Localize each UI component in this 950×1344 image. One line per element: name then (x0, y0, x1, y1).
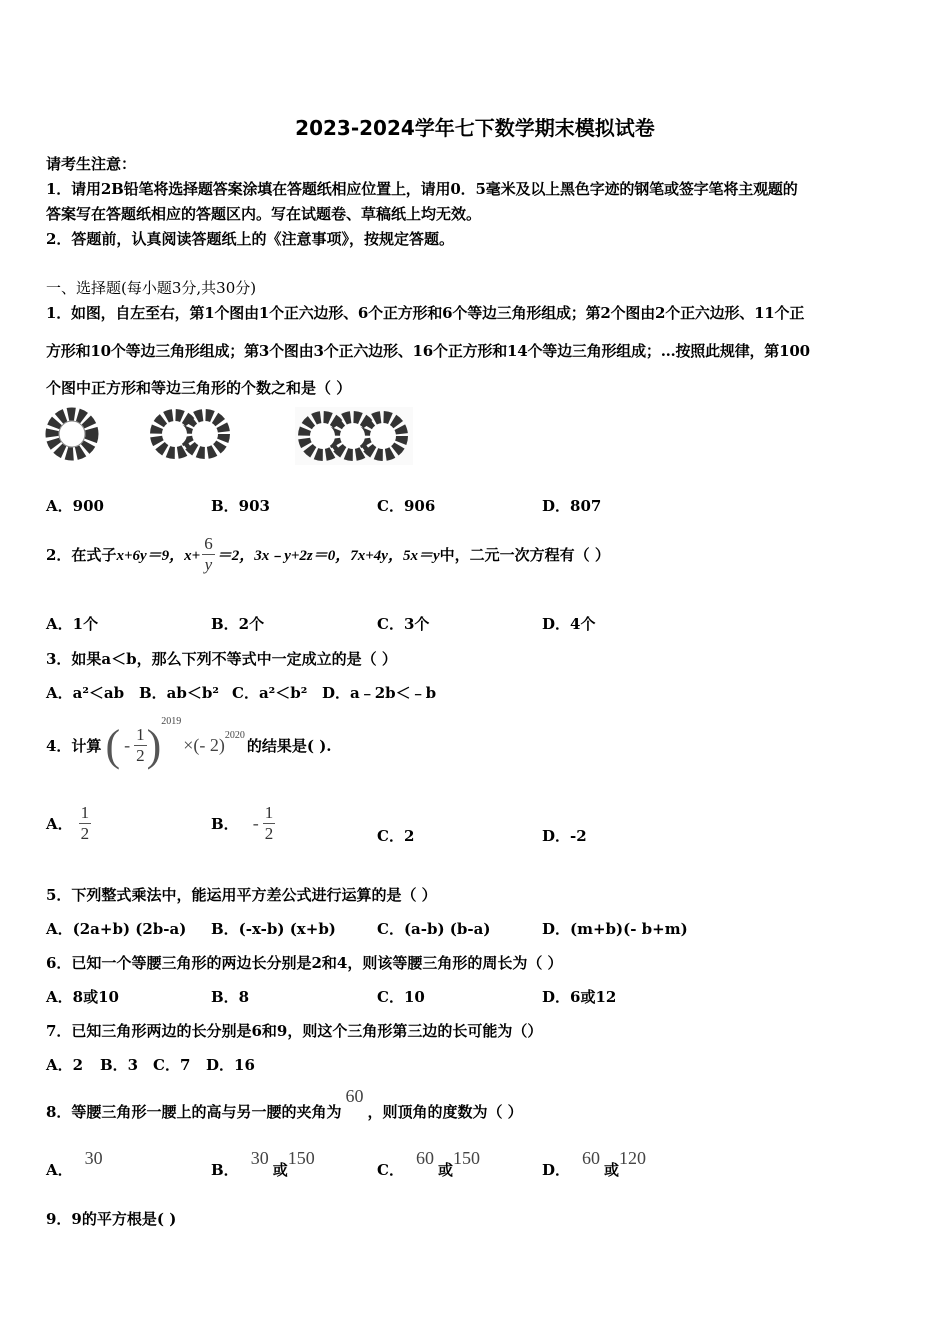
q1-option-a[interactable]: A．900 (46, 497, 104, 515)
q8-stem-post: ，则顶角的度数为（ ） (367, 1103, 523, 1121)
section-heading: 一、选择题(每小题3分,共30分) (46, 279, 257, 297)
q8-option-a-label: A． (46, 1161, 73, 1179)
q5-option-a[interactable]: A．(2a+b) (2b-a) (46, 920, 187, 938)
q4-times-term: ×(- 2) (183, 734, 225, 755)
q5-option-c[interactable]: C．(a-b) (b-a) (377, 920, 491, 938)
q2-fraction-denominator: y (204, 554, 213, 574)
q4-exponent-1: 2019 (161, 716, 182, 727)
q1-stem-line-1: 1．如图，自左至右，第1个图由1个正六边形、6个正方形和6个等边三角形组成；第2个图由2个正六边形、11个正 (46, 304, 805, 322)
q8-stem-pre: 8．等腰三角形一腰上的高与另一腰的夹角为 (46, 1103, 342, 1121)
q1-option-c[interactable]: C．906 (377, 497, 436, 515)
q4-option-a[interactable] (46, 801, 91, 845)
q1-stem-line-3: 个图中正方形和等边三角形的个数之和是（ ） (46, 379, 352, 397)
q4-fraction-numerator: 1 (136, 724, 145, 744)
q1-option-d[interactable]: D．807 (542, 497, 602, 515)
page-title: 2023-2024学年七下数学期末模拟试卷 (295, 116, 655, 140)
notice-item-2: 2．答题前，认真阅读答题纸上的《注意事项》，按规定答题。 (46, 230, 454, 248)
q8-option-b-label: B． (211, 1161, 239, 1179)
q2-suffix: 中，二元一次方程有（ ） (439, 545, 610, 564)
q8-option-c-value-1: 60 (415, 1148, 434, 1168)
q5-option-b[interactable]: B．(-x-b) (x+b) (211, 920, 336, 938)
q2-prefix: 2．在式子 (46, 545, 117, 564)
q8-option-d[interactable] (542, 1148, 646, 1180)
q4-option-b-numerator: 1 (264, 802, 274, 822)
q4-suffix: 的结果是( ). (246, 736, 332, 755)
q4-stem (46, 716, 332, 774)
q8-option-c[interactable] (377, 1148, 480, 1180)
notice-heading: 请考生注意： (46, 155, 137, 173)
q4-option-b[interactable] (211, 801, 275, 845)
left-paren-icon: ( (105, 720, 121, 770)
q4-option-b-label: B． (211, 814, 239, 833)
pattern-figure-1 (52, 414, 92, 454)
q8-angle: 60 (345, 1086, 364, 1106)
q4-exponent-2: 2020 (224, 730, 245, 741)
q7-option-d[interactable]: D．16 (206, 1056, 255, 1074)
q4-option-b-minus: - (252, 812, 259, 833)
q7-stem: 7．已知三角形两边的长分别是6和9，则这个三角形第三边的长可能为（） (46, 1022, 543, 1040)
q1-stem-line-2: 方形和10个等边三角形组成；第3个图由3个正六边形、16个正方形和14个等边三角形组成；…按照此规律，第100 (46, 342, 810, 360)
q7-option-a[interactable]: A．2 (46, 1056, 84, 1074)
q8-option-c-label: C． (377, 1161, 404, 1179)
pattern-figure-2 (156, 415, 224, 453)
q3-option-b[interactable]: B．ab＜b² (139, 684, 219, 702)
q2-option-c[interactable]: C．3个 (377, 615, 430, 633)
q4-fraction (134, 725, 147, 766)
q4-option-b-denominator: 2 (264, 823, 274, 843)
q4-prefix: 4．计算 (46, 736, 102, 755)
q8-option-d-value-1: 60 (582, 1148, 601, 1168)
notice-item-1-line-1: 1．请用2B铅笔将选择题答案涂填在答题纸相应位置上，请用0．5毫米及以上黑色字迹的钢笔或签字笔将主观题的 (46, 180, 798, 198)
q3-option-d[interactable]: D．a﹣2b＜﹣b (322, 684, 437, 702)
q3-option-a[interactable]: A．a²＜ab (46, 684, 125, 702)
q4-option-a-label: A． (46, 814, 73, 833)
right-paren-icon: ) (146, 720, 162, 770)
q4-option-d[interactable]: D．-2 (542, 827, 587, 845)
q8-option-d-value-2: 120 (619, 1148, 647, 1168)
q8-option-b[interactable] (211, 1148, 315, 1180)
q4-minus: - (124, 734, 131, 755)
q6-option-b[interactable]: B．8 (211, 988, 250, 1006)
q7-option-c[interactable]: C．7 (153, 1056, 191, 1074)
q8-option-a[interactable] (46, 1148, 103, 1180)
q2-option-d[interactable]: D．4个 (542, 615, 596, 633)
q2-fraction (202, 534, 215, 575)
q1-pattern-figure (45, 407, 415, 467)
pattern-figure-3 (295, 407, 413, 465)
q4-option-b-fraction (263, 803, 276, 844)
q3-option-c[interactable]: C．a²＜b² (232, 684, 308, 702)
q8-option-b-value-2: 150 (287, 1148, 315, 1168)
q7-option-b[interactable]: B．3 (100, 1056, 139, 1074)
q8-option-d-or: 或 (604, 1161, 620, 1179)
q4-option-c[interactable]: C．2 (377, 827, 415, 845)
q6-option-a[interactable]: A．8或10 (46, 988, 119, 1006)
q8-option-b-value-1: 30 (250, 1148, 269, 1168)
q8-option-a-value: 30 (84, 1148, 103, 1168)
q5-stem: 5．下列整式乘法中，能运用平方差公式进行运算的是（ ） (46, 886, 437, 904)
q1-option-b[interactable]: B．903 (211, 497, 270, 515)
q8-option-d-label: D． (542, 1161, 571, 1179)
q2-stem (46, 531, 610, 577)
q4-option-a-fraction (79, 803, 92, 844)
q8-option-c-or: 或 (437, 1161, 453, 1179)
q4-option-a-denominator: 2 (80, 823, 90, 843)
q2-expression-1: x+6y＝9，x+ (116, 547, 201, 564)
notice-item-1-line-2: 答案写在答题纸相应的答题区内。写在试题卷、草稿纸上均无效。 (46, 205, 482, 223)
q5-option-d[interactable]: D．(m+b)(- b+m) (542, 920, 688, 938)
q4-option-a-numerator: 1 (80, 802, 90, 822)
q2-expression-2: ＝2，3x﹣y+2z＝0，7x+4y，5x＝y (216, 547, 440, 564)
q4-fraction-denominator: 2 (136, 745, 145, 765)
q2-option-b[interactable]: B．2个 (211, 615, 265, 633)
q2-option-a[interactable]: A．1个 (46, 615, 99, 633)
q8-stem (46, 1086, 523, 1122)
q6-option-c[interactable]: C．10 (377, 988, 425, 1006)
q6-stem: 6．已知一个等腰三角形的两边长分别是2和4，则该等腰三角形的周长为（ ） (46, 954, 563, 972)
q3-stem: 3．如果a＜b，那么下列不等式中一定成立的是（ ） (46, 650, 397, 668)
q9-stem: 9．9的平方根是( ) (46, 1210, 177, 1228)
q8-option-b-or: 或 (272, 1161, 288, 1179)
q8-option-c-value-2: 150 (452, 1148, 480, 1168)
q2-fraction-numerator: 6 (204, 533, 213, 553)
q6-option-d[interactable]: D．6或12 (542, 988, 617, 1006)
